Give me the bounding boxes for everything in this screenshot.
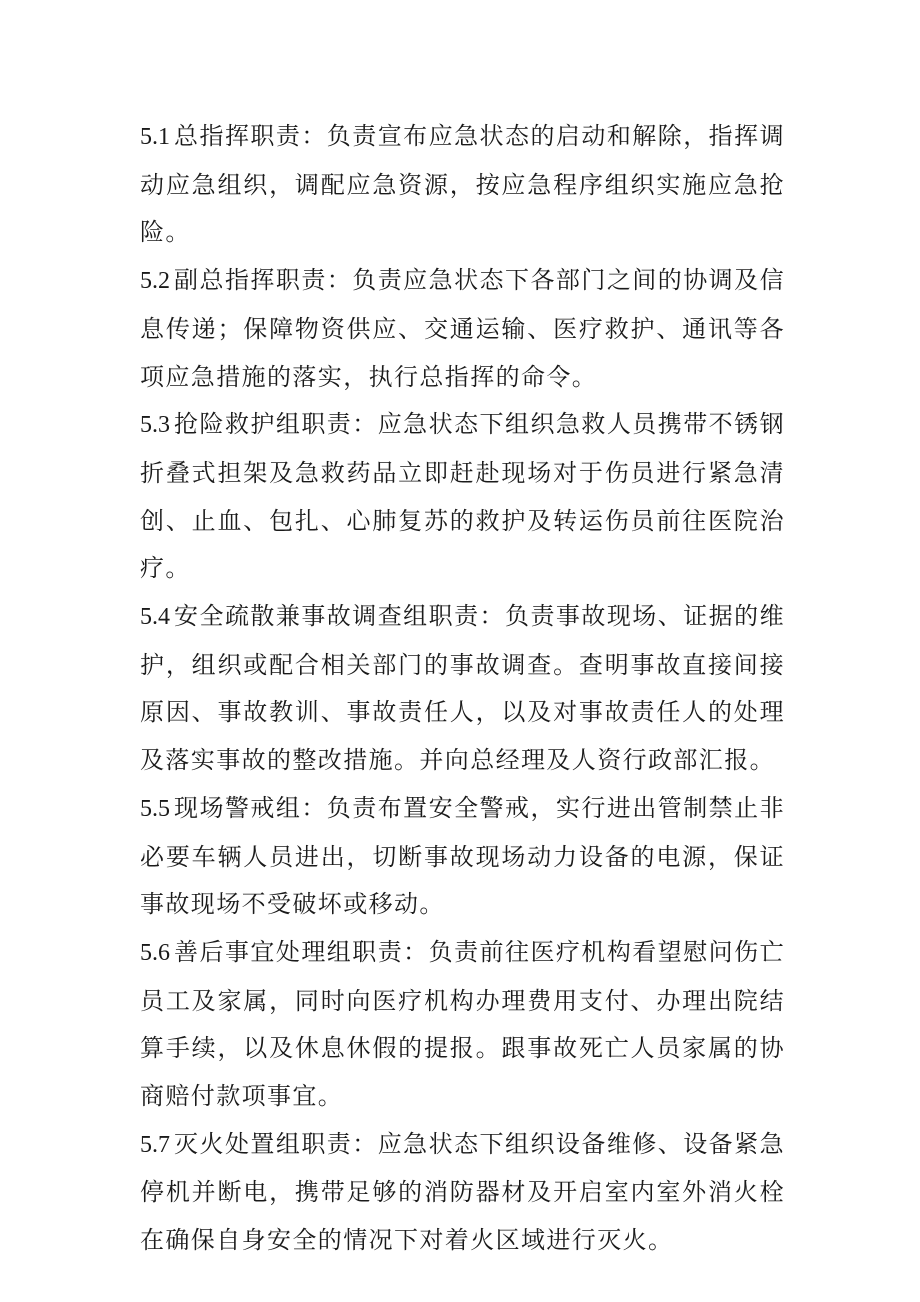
section-number: 5.6 xyxy=(140,939,170,966)
section-number: 5.4 xyxy=(140,604,170,631)
section-text: 副总指挥职责：负责应急状态下各部门之间的协调及信息传递；保障物资供应、交通运输、医疗救护、通讯等各项应急措施的落实，执行总指挥的命令。 xyxy=(140,266,785,391)
section-number: 5.5 xyxy=(140,795,170,822)
section-5-7 xyxy=(140,1121,785,1265)
section-number: 5.7 xyxy=(140,1131,170,1158)
section-5-2 xyxy=(140,257,785,401)
document-body xyxy=(140,113,785,1265)
section-5-3 xyxy=(140,401,785,593)
section-text: 善后事宜处理组职责：负责前往医疗机构看望慰问伤亡员工及家属，同时向医疗机构办理费用支付、办理出院结算手续，以及休息休假的提报。跟事故死亡人员家属的协商赔付款项事宜。 xyxy=(140,937,785,1111)
section-5-4 xyxy=(140,593,785,785)
section-number: 5.2 xyxy=(140,268,170,295)
section-5-1 xyxy=(140,113,785,257)
section-5-5 xyxy=(140,785,785,929)
section-text: 抢险救护组职责：应急状态下组织急救人员携带不锈钢折叠式担架及急救药品立即赶赴现场对于伤员进行紧急清创、止血、包扎、心肺复苏的救护及转运伤员前往医院治疗。 xyxy=(140,410,785,583)
section-number: 5.1 xyxy=(140,124,170,150)
section-text: 安全疏散兼事故调查组职责：负责事故现场、证据的维护，组织或配合相关部门的事故调查。查明事故直接间接原因、事故教训、事故责任人，以及对事故责任人的处理及落实事故的整改措施。并向总经理及人资行政部汇报。 xyxy=(140,602,785,775)
section-text: 现场警戒组：负责布置安全警戒，实行进出管制禁止非必要车辆人员进出，切断事故现场动力设备的电源，保证事故现场不受破坏或移动。 xyxy=(140,793,785,919)
section-number: 5.3 xyxy=(140,412,170,439)
section-text: 总指挥职责：负责宣布应急状态的启动和解除，指挥调动应急组织，调配应急资源，按应急程序组织实施应急抢险。 xyxy=(140,122,785,247)
section-text: 灭火处置组职责：应急状态下组织设备维修、设备紧急停机并断电，携带足够的消防器材及开启室内室外消火栓在确保自身安全的情况下对着火区域进行灭火。 xyxy=(140,1129,785,1255)
section-5-6 xyxy=(140,929,785,1121)
